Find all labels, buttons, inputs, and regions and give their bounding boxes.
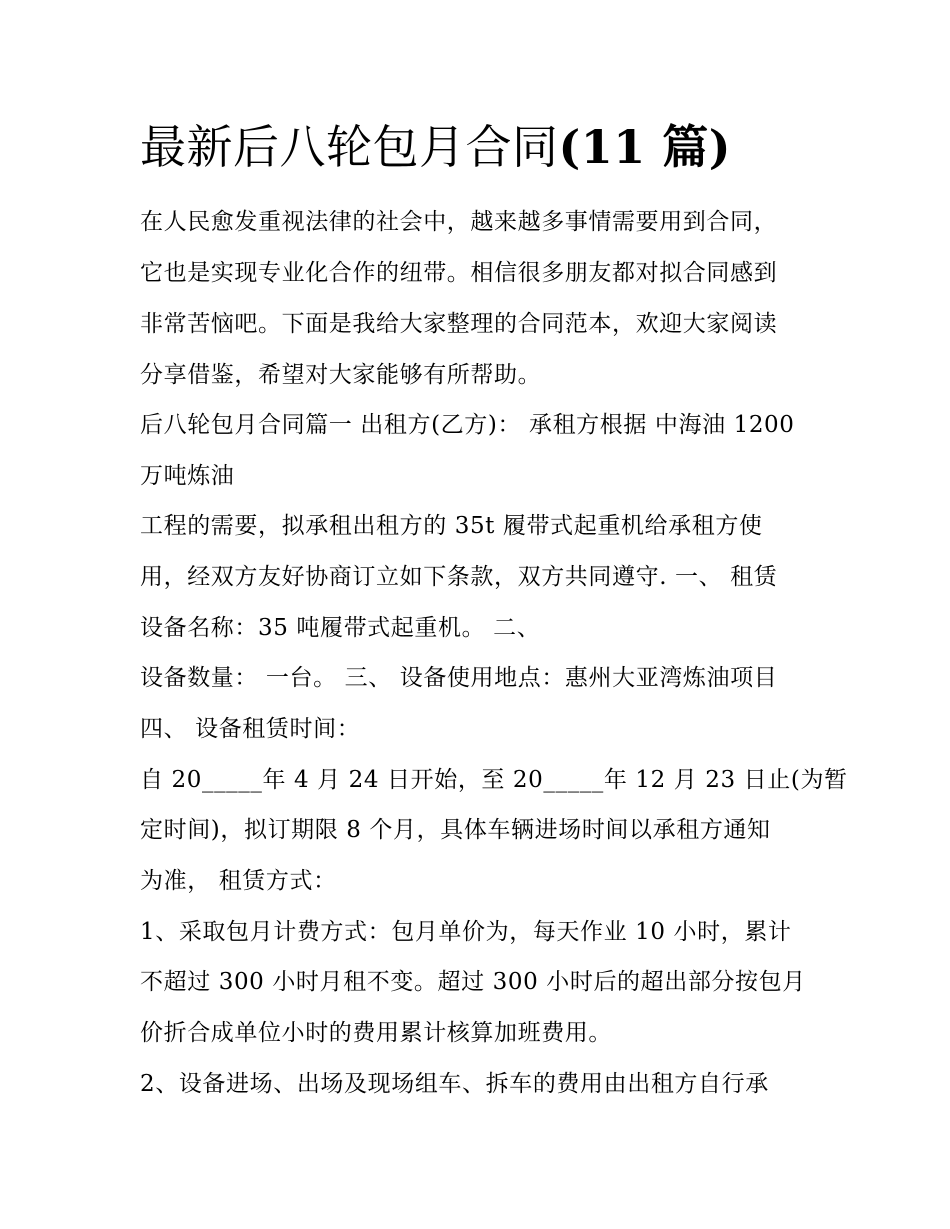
body-line: 1、采取包月计费方式：包月单价为，每天作业 10 小时，累计 [140,919,792,945]
document-page [140,0,848,1229]
body-line: 为准， 租赁方式： [140,868,337,894]
body-line: 定时间)，拟订期限 8 个月，具体车辆进场时间以承租方通知 [140,817,771,843]
body-line: 自 20_____年 4 月 24 日开始，至 20_____年 12 月 23 日止(为暂 [140,767,848,793]
title-main-text: 最新后八轮包月合同 [140,120,559,174]
body-line: 四、 设备租赁时间： [140,716,361,742]
body-line: 在人民愈发重视法律的社会中，越来越多事情需要用到合同， [140,209,778,235]
body-line: 分享借鉴，希望对大家能够有所帮助。 [140,362,542,388]
body-line: 不超过 300 小时月租不变。超过 300 小时后的超出部分按包月 [140,969,806,995]
body-line: 后八轮包月合同篇一 出租方(乙方)： 承租方根据 中海油 1200 [140,412,795,438]
document-title [140,110,731,184]
body-line: 设备名称：35 吨履带式起重机。 二、 [140,615,541,641]
body-line: 价折合成单位小时的费用累计核算加班费用。 [140,1020,612,1046]
body-line: 非常苦恼吧。下面是我给大家整理的合同范本，欢迎大家阅读 [140,311,778,337]
body-line: 设备数量： 一台。 三、 设备使用地点：惠州大亚湾炼油项目 [140,665,778,691]
body-line: 用，经双方友好协商订立如下条款，双方共同遵守. 一、 租赁 [140,564,778,590]
title-count-text: (11 篇) [558,120,732,174]
body-line: 它也是实现专业化合作的纽带。相信很多朋友都对拟合同感到 [140,260,778,286]
body-line: 工程的需要，拟承租出租方的 35t 履带式起重机给承租方使 [140,513,763,539]
body-line: 万吨炼油 [140,463,235,489]
body-line: 2、设备进场、出场及现场组车、拆车的费用由出租方自行承 [140,1071,769,1097]
